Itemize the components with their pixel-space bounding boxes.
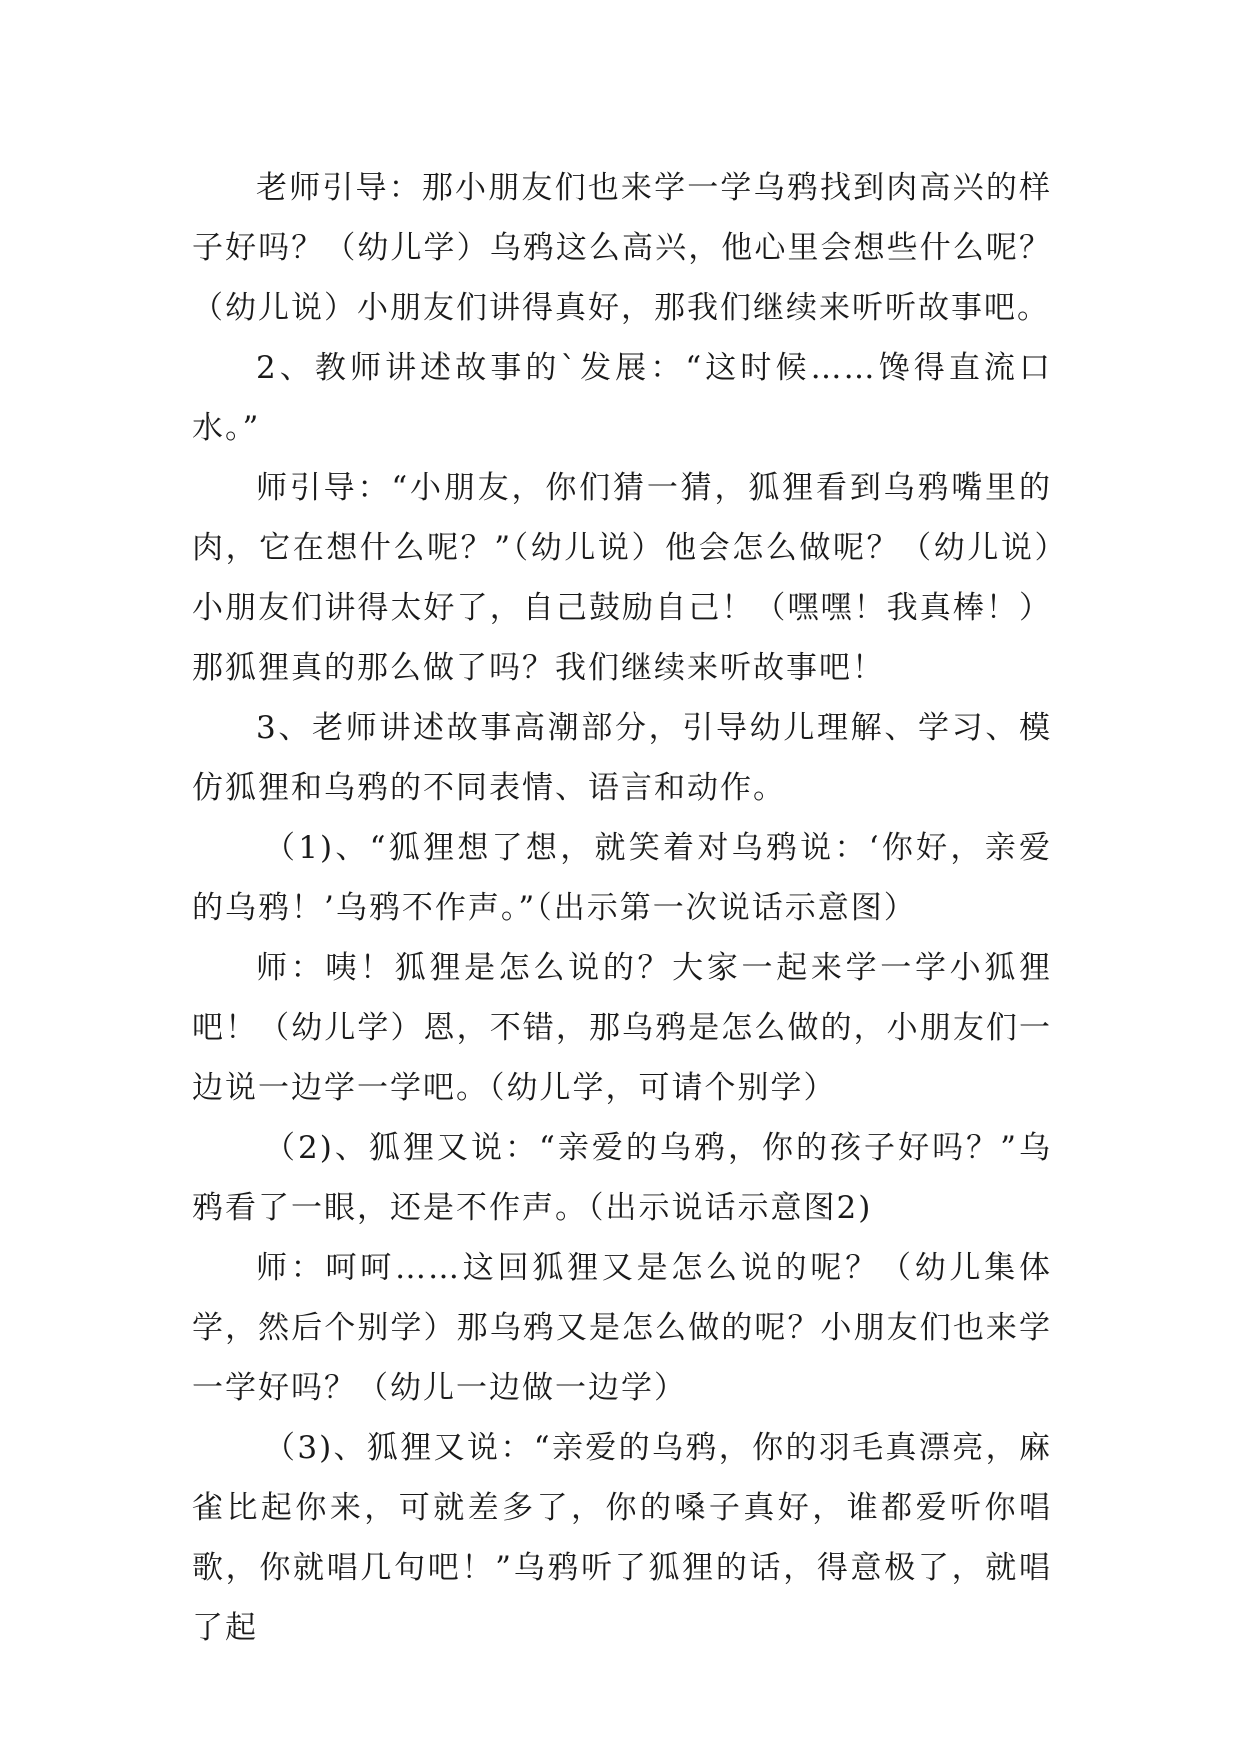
paragraph-step-2: （2)、狐狸又说：“亲爱的乌鸦，你的孩子好吗？”乌鸦看了一眼，还是不作声。（出示说话示意图2) <box>192 1130 1052 1226</box>
paragraph-teacher-step-1: 师：咦！狐狸是怎么说的？大家一起来学一学小狐狸吧！（幼儿学）恩，不错，那乌鸦是怎么做的，小朋友们一边说一边学一学吧。（幼儿学，可请个别学） <box>192 950 1052 1106</box>
paragraph-teacher-guide-fox: 师引导：“小朋友，你们猜一猜，狐狸看到乌鸦嘴里的肉，它在想什么呢？”（幼儿说）他会怎么做呢？（幼儿说）小朋友们讲得太好了，自己鼓励自己！（嘿嘿！我真棒！）那狐狸真的那么做了吗？我们继续来听故事吧！ <box>192 470 1052 686</box>
paragraph-step-3: （3)、狐狸又说：“亲爱的乌鸦，你的羽毛真漂亮，麻雀比起你来，可就差多了，你的嗓子真好，谁都爱听你唱歌，你就唱几句吧！”乌鸦听了狐狸的话，得意极了，就唱了起 <box>192 1430 1052 1646</box>
paragraph-teacher-step-2: 师：呵呵……这回狐狸又是怎么说的呢？（幼儿集体学，然后个别学）那乌鸦又是怎么做的呢？小朋友们也来学一学好吗？（幼儿一边做一边学） <box>192 1250 1052 1406</box>
paragraph-story-climax: 3、老师讲述故事高潮部分，引导幼儿理解、学习、模仿狐狸和乌鸦的不同表情、语言和动作。 <box>192 710 1052 806</box>
document-body <box>192 158 1052 1658</box>
paragraph-step-1: （1)、“狐狸想了想，就笑着对乌鸦说：‘你好，亲爱的乌鸦！’乌鸦不作声。”（出示第一次说话示意图） <box>192 830 1052 926</box>
paragraph-story-development: 2、教师讲述故事的`发展：“这时候……馋得直流口水。” <box>192 350 1052 446</box>
paragraph-teacher-guide: 老师引导：那小朋友们也来学一学乌鸦找到肉高兴的样子好吗？（幼儿学）乌鸦这么高兴，他心里会想些什么呢？（幼儿说）小朋友们讲得真好，那我们继续来听听故事吧。 <box>192 170 1052 326</box>
